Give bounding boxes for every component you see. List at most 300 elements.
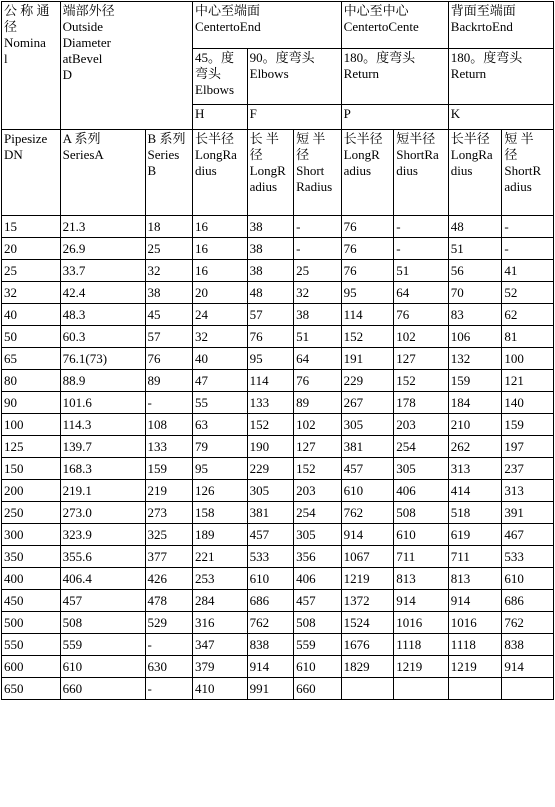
table-cell: 914 bbox=[247, 656, 294, 678]
table-cell: 284 bbox=[193, 590, 248, 612]
table-cell: 250 bbox=[2, 502, 61, 524]
table-cell: 991 bbox=[247, 678, 294, 700]
header-series-a bbox=[60, 130, 145, 216]
table-cell: 21.3 bbox=[60, 216, 145, 238]
table-cell: 32 bbox=[2, 282, 61, 304]
table-cell: 1829 bbox=[341, 656, 394, 678]
header-text-line: 长 半 bbox=[249, 131, 279, 146]
header-text-line: 45。度 bbox=[195, 50, 235, 65]
header-series-b bbox=[145, 130, 193, 216]
table-cell: 81 bbox=[502, 326, 554, 348]
table-cell: 300 bbox=[2, 524, 61, 546]
table-cell bbox=[502, 678, 554, 700]
table-row bbox=[2, 502, 554, 524]
header-text-line: ShortRa bbox=[396, 147, 439, 162]
table-cell: 159 bbox=[145, 458, 193, 480]
table-cell: 38 bbox=[294, 304, 342, 326]
table-cell: 26.9 bbox=[60, 238, 145, 260]
table-cell: 101.6 bbox=[60, 392, 145, 414]
header-text-line: LongRa bbox=[195, 147, 237, 162]
table-cell: 1118 bbox=[394, 634, 449, 656]
table-cell: 38 bbox=[247, 238, 294, 260]
table-cell: 133 bbox=[247, 392, 294, 414]
table-cell: 610 bbox=[502, 568, 554, 590]
table-cell: 813 bbox=[448, 568, 502, 590]
table-cell bbox=[448, 678, 502, 700]
table-cell: 316 bbox=[193, 612, 248, 634]
table-cell: 76 bbox=[394, 304, 449, 326]
table-cell: 381 bbox=[341, 436, 394, 458]
table-cell: 150 bbox=[2, 458, 61, 480]
table-cell: 450 bbox=[2, 590, 61, 612]
table-cell: 219.1 bbox=[60, 480, 145, 502]
table-row bbox=[2, 546, 554, 568]
table-cell: 838 bbox=[502, 634, 554, 656]
table-cell: 305 bbox=[247, 480, 294, 502]
header-short-radius-k bbox=[502, 130, 554, 216]
table-cell: 168.3 bbox=[60, 458, 145, 480]
header-45-elbow bbox=[193, 49, 248, 105]
table-cell: 102 bbox=[294, 414, 342, 436]
table-cell: 533 bbox=[247, 546, 294, 568]
table-cell: 762 bbox=[247, 612, 294, 634]
header-back-to-end bbox=[448, 2, 553, 49]
header-text-line: adius bbox=[504, 179, 532, 194]
table-cell: 508 bbox=[294, 612, 342, 634]
table-cell: 40 bbox=[2, 304, 61, 326]
table-row bbox=[2, 634, 554, 656]
header-text-line: dius bbox=[396, 163, 418, 178]
table-cell: 140 bbox=[502, 392, 554, 414]
table-cell: 550 bbox=[2, 634, 61, 656]
table-cell: 203 bbox=[394, 414, 449, 436]
header-text-line: BackrtoEnd bbox=[450, 19, 513, 34]
table-cell: 600 bbox=[2, 656, 61, 678]
header-text-line: 短半径 bbox=[396, 131, 436, 146]
header-text-line: 长半径 bbox=[343, 131, 383, 146]
table-cell: 406 bbox=[394, 480, 449, 502]
symbol-p: P bbox=[341, 105, 448, 130]
table-cell: - bbox=[502, 238, 554, 260]
header-nominal-size bbox=[2, 2, 61, 130]
table-cell: 267 bbox=[341, 392, 394, 414]
table-cell: 45 bbox=[145, 304, 193, 326]
dimension-table bbox=[1, 1, 554, 700]
table-cell: 762 bbox=[502, 612, 554, 634]
header-90-elbow bbox=[247, 49, 341, 105]
table-cell: 273 bbox=[145, 502, 193, 524]
header-text-line: 端部外径 bbox=[62, 3, 115, 18]
table-cell: 305 bbox=[394, 458, 449, 480]
table-cell: 20 bbox=[2, 238, 61, 260]
header-text-line: B 系列 bbox=[147, 131, 186, 146]
table-row bbox=[2, 282, 554, 304]
header-text-line: Elbows bbox=[195, 82, 235, 97]
header-text-line: 弯头 bbox=[195, 66, 222, 81]
table-cell: 41 bbox=[502, 260, 554, 282]
table-cell: 132 bbox=[448, 348, 502, 370]
table-cell: 64 bbox=[294, 348, 342, 370]
table-cell: 38 bbox=[145, 282, 193, 304]
table-cell: 210 bbox=[448, 414, 502, 436]
table-cell: 33.7 bbox=[60, 260, 145, 282]
table-cell: 108 bbox=[145, 414, 193, 436]
table-row bbox=[2, 326, 554, 348]
table-cell: 221 bbox=[193, 546, 248, 568]
header-text-line: SeriesA bbox=[62, 147, 104, 162]
table-cell: 62 bbox=[502, 304, 554, 326]
table-cell: 48.3 bbox=[60, 304, 145, 326]
table-cell: 55 bbox=[193, 392, 248, 414]
table-cell: 762 bbox=[341, 502, 394, 524]
table-cell: 90 bbox=[2, 392, 61, 414]
table-cell bbox=[341, 678, 394, 700]
table-cell: 184 bbox=[448, 392, 502, 414]
header-text-line: LongR bbox=[249, 163, 286, 178]
table-cell: 686 bbox=[502, 590, 554, 612]
table-cell: 379 bbox=[193, 656, 248, 678]
header-text-line: Diameter bbox=[62, 35, 111, 50]
table-cell: 838 bbox=[247, 634, 294, 656]
header-text-line: 长半径 bbox=[195, 131, 235, 146]
table-cell: - bbox=[502, 216, 554, 238]
table-cell: 51 bbox=[394, 260, 449, 282]
table-cell: 457 bbox=[247, 524, 294, 546]
table-cell: 262 bbox=[448, 436, 502, 458]
table-cell: 51 bbox=[448, 238, 502, 260]
table-cell: 47 bbox=[193, 370, 248, 392]
table-row bbox=[2, 370, 554, 392]
table-cell: 152 bbox=[394, 370, 449, 392]
symbol-h: H bbox=[193, 105, 248, 130]
table-cell: 18 bbox=[145, 216, 193, 238]
header-text-line: Series bbox=[147, 147, 180, 162]
table-cell: 500 bbox=[2, 612, 61, 634]
header-nominal-line: 公 称 通 bbox=[4, 3, 50, 18]
table-cell: 38 bbox=[247, 216, 294, 238]
table-cell: 467 bbox=[502, 524, 554, 546]
table-cell: 355.6 bbox=[60, 546, 145, 568]
header-text-line: 中心至端面 bbox=[195, 3, 261, 18]
table-cell: 76 bbox=[247, 326, 294, 348]
header-text-line: Return bbox=[343, 66, 380, 81]
table-cell: 125 bbox=[2, 436, 61, 458]
table-row bbox=[2, 568, 554, 590]
table-cell: 114 bbox=[247, 370, 294, 392]
table-row bbox=[2, 524, 554, 546]
table-cell: 57 bbox=[247, 304, 294, 326]
table-cell: 76 bbox=[294, 370, 342, 392]
table-cell: 190 bbox=[247, 436, 294, 458]
table-cell: 1372 bbox=[341, 590, 394, 612]
table-cell: 1067 bbox=[341, 546, 394, 568]
table-cell: 100 bbox=[502, 348, 554, 370]
table-cell: 197 bbox=[502, 436, 554, 458]
table-cell: 1219 bbox=[394, 656, 449, 678]
header-180-return-p bbox=[341, 49, 448, 105]
table-cell: 178 bbox=[394, 392, 449, 414]
table-cell: 313 bbox=[448, 458, 502, 480]
header-text-line: 短 半 bbox=[504, 131, 534, 146]
table-cell: 38 bbox=[247, 260, 294, 282]
table-cell: 559 bbox=[294, 634, 342, 656]
table-cell: 127 bbox=[394, 348, 449, 370]
table-cell: 152 bbox=[294, 458, 342, 480]
table-cell: 610 bbox=[341, 480, 394, 502]
table-cell: 619 bbox=[448, 524, 502, 546]
table-cell: 133 bbox=[145, 436, 193, 458]
table-cell: 325 bbox=[145, 524, 193, 546]
header-outside-diameter bbox=[60, 2, 192, 130]
table-cell: 15 bbox=[2, 216, 61, 238]
table-cell: 305 bbox=[294, 524, 342, 546]
table-cell: 60.3 bbox=[60, 326, 145, 348]
table-cell: 610 bbox=[394, 524, 449, 546]
header-text-line: 短 半 bbox=[296, 131, 326, 146]
table-cell: 50 bbox=[2, 326, 61, 348]
table-cell: 52 bbox=[502, 282, 554, 304]
header-text-line: 中心至中心 bbox=[343, 3, 409, 18]
table-cell: 457 bbox=[341, 458, 394, 480]
table-cell: 16 bbox=[193, 260, 248, 282]
table-row bbox=[2, 392, 554, 414]
header-nominal-line: l bbox=[4, 51, 8, 66]
table-cell: 610 bbox=[294, 656, 342, 678]
table-cell: 813 bbox=[394, 568, 449, 590]
table-cell: 686 bbox=[247, 590, 294, 612]
table-cell: 914 bbox=[394, 590, 449, 612]
table-cell: 400 bbox=[2, 568, 61, 590]
table-cell: 121 bbox=[502, 370, 554, 392]
table-cell: 20 bbox=[193, 282, 248, 304]
table-cell: 630 bbox=[145, 656, 193, 678]
header-text-line: ShortR bbox=[504, 163, 542, 178]
header-text-line: LongRa bbox=[450, 147, 493, 162]
table-cell: 1016 bbox=[394, 612, 449, 634]
table-cell: 273.0 bbox=[60, 502, 145, 524]
table-cell: 406.4 bbox=[60, 568, 145, 590]
table-cell: 203 bbox=[294, 480, 342, 502]
table-cell: 159 bbox=[448, 370, 502, 392]
table-cell: 25 bbox=[145, 238, 193, 260]
header-text-line: 背面至端面 bbox=[450, 3, 516, 18]
header-text-line: adius bbox=[343, 163, 372, 178]
header-text-line: atBevel bbox=[62, 51, 103, 66]
table-cell: 253 bbox=[193, 568, 248, 590]
header-nominal-line: DN bbox=[4, 147, 23, 162]
table-cell: 100 bbox=[2, 414, 61, 436]
table-cell: - bbox=[145, 634, 193, 656]
header-text-line: CentertoCente bbox=[343, 19, 419, 34]
table-row bbox=[2, 678, 554, 700]
header-text-line: D bbox=[62, 67, 73, 82]
table-cell: 478 bbox=[145, 590, 193, 612]
table-cell: 229 bbox=[341, 370, 394, 392]
table-cell: 16 bbox=[193, 238, 248, 260]
table-row bbox=[2, 260, 554, 282]
table-cell: 126 bbox=[193, 480, 248, 502]
table-cell: 95 bbox=[193, 458, 248, 480]
table-row bbox=[2, 238, 554, 260]
table-cell: 106 bbox=[448, 326, 502, 348]
table-cell: 42.4 bbox=[60, 282, 145, 304]
header-nominal-dn bbox=[2, 130, 61, 216]
symbol-k: K bbox=[448, 105, 553, 130]
table-cell: 95 bbox=[341, 282, 394, 304]
table-cell: 381 bbox=[247, 502, 294, 524]
table-cell: 508 bbox=[394, 502, 449, 524]
table-cell: 95 bbox=[247, 348, 294, 370]
header-text-line: Outside bbox=[62, 19, 104, 34]
table-cell: 914 bbox=[341, 524, 394, 546]
table-cell: 660 bbox=[294, 678, 342, 700]
table-cell: 350 bbox=[2, 546, 61, 568]
table-cell: 114.3 bbox=[60, 414, 145, 436]
table-cell: 189 bbox=[193, 524, 248, 546]
table-cell: 158 bbox=[193, 502, 248, 524]
table-cell: 457 bbox=[60, 590, 145, 612]
table-cell: 610 bbox=[247, 568, 294, 590]
header-center-to-center bbox=[341, 2, 448, 49]
header-text-line: Return bbox=[450, 66, 487, 81]
table-cell: 347 bbox=[193, 634, 248, 656]
table-cell: 237 bbox=[502, 458, 554, 480]
table-cell: 89 bbox=[145, 370, 193, 392]
table-cell: 323.9 bbox=[60, 524, 145, 546]
table-cell: 406 bbox=[294, 568, 342, 590]
table-cell: 48 bbox=[448, 216, 502, 238]
table-row bbox=[2, 414, 554, 436]
table-cell: 254 bbox=[394, 436, 449, 458]
table-cell: 16 bbox=[193, 216, 248, 238]
table-cell: 25 bbox=[294, 260, 342, 282]
table-cell: 57 bbox=[145, 326, 193, 348]
table-cell: 76 bbox=[341, 216, 394, 238]
table-cell: 152 bbox=[341, 326, 394, 348]
table-cell: 32 bbox=[294, 282, 342, 304]
header-text-line: B bbox=[147, 163, 157, 178]
table-cell: 229 bbox=[247, 458, 294, 480]
header-short-radius-f bbox=[294, 130, 342, 216]
table-cell: 70 bbox=[448, 282, 502, 304]
header-180-return-k bbox=[448, 49, 553, 105]
header-long-radius-f bbox=[247, 130, 294, 216]
table-cell bbox=[394, 678, 449, 700]
header-text-line: CentertoEnd bbox=[195, 19, 261, 34]
table-cell: 76 bbox=[341, 260, 394, 282]
header-text-line: 180。度弯头 bbox=[343, 50, 416, 65]
header-text-line: adius bbox=[249, 179, 278, 194]
table-cell: 89 bbox=[294, 392, 342, 414]
table-cell: 305 bbox=[341, 414, 394, 436]
table-cell: 64 bbox=[394, 282, 449, 304]
table-cell: 508 bbox=[60, 612, 145, 634]
table-cell: 1676 bbox=[341, 634, 394, 656]
table-row bbox=[2, 612, 554, 634]
header-long-radius-h bbox=[193, 130, 248, 216]
table-cell: 414 bbox=[448, 480, 502, 502]
table-cell: - bbox=[294, 238, 342, 260]
table-cell: 79 bbox=[193, 436, 248, 458]
header-long-radius-k bbox=[448, 130, 502, 216]
header-text-line: 径 bbox=[504, 147, 518, 162]
table-row bbox=[2, 436, 554, 458]
table-cell: 254 bbox=[294, 502, 342, 524]
table-cell: - bbox=[394, 216, 449, 238]
table-cell: 76 bbox=[341, 238, 394, 260]
header-nominal-line: Nomina bbox=[4, 35, 46, 50]
header-text-line: 长半径 bbox=[450, 131, 490, 146]
header-short-radius-p bbox=[394, 130, 449, 216]
symbol-f: F bbox=[247, 105, 341, 130]
table-cell: - bbox=[145, 392, 193, 414]
header-text-line: LongR bbox=[343, 147, 380, 162]
table-cell: 51 bbox=[294, 326, 342, 348]
table-cell: 32 bbox=[145, 260, 193, 282]
table-cell: 127 bbox=[294, 436, 342, 458]
table-cell: 410 bbox=[193, 678, 248, 700]
header-text-line: 径 bbox=[249, 147, 263, 162]
table-cell: 65 bbox=[2, 348, 61, 370]
table-cell: 219 bbox=[145, 480, 193, 502]
table-row bbox=[2, 458, 554, 480]
table-cell: 660 bbox=[60, 678, 145, 700]
table-cell: 356 bbox=[294, 546, 342, 568]
header-text-line: 180。度弯头 bbox=[450, 50, 523, 65]
table-cell: 1118 bbox=[448, 634, 502, 656]
table-cell: 610 bbox=[60, 656, 145, 678]
header-text-line: 90。度弯头 bbox=[249, 50, 315, 65]
table-cell: 32 bbox=[193, 326, 248, 348]
header-text-line: Short bbox=[296, 163, 325, 178]
header-text-line: Elbows bbox=[249, 66, 289, 81]
table-cell: 83 bbox=[448, 304, 502, 326]
table-cell: 25 bbox=[2, 260, 61, 282]
table-row bbox=[2, 480, 554, 502]
table-cell: 139.7 bbox=[60, 436, 145, 458]
table-cell: 40 bbox=[193, 348, 248, 370]
table-row bbox=[2, 216, 554, 238]
table-cell: 24 bbox=[193, 304, 248, 326]
table-cell: 711 bbox=[394, 546, 449, 568]
table-cell: 914 bbox=[502, 656, 554, 678]
table-cell: 426 bbox=[145, 568, 193, 590]
table-cell: 711 bbox=[448, 546, 502, 568]
table-cell: 1016 bbox=[448, 612, 502, 634]
table-cell: 914 bbox=[448, 590, 502, 612]
table-cell: 1219 bbox=[341, 568, 394, 590]
table-cell: 559 bbox=[60, 634, 145, 656]
table-cell: - bbox=[394, 238, 449, 260]
table-cell: 56 bbox=[448, 260, 502, 282]
header-text-line: dius bbox=[195, 163, 217, 178]
table-cell: 529 bbox=[145, 612, 193, 634]
header-text-line: Radius bbox=[296, 179, 333, 194]
header-nominal-line: 径 bbox=[4, 19, 18, 34]
table-cell: - bbox=[145, 678, 193, 700]
table-cell: 191 bbox=[341, 348, 394, 370]
table-cell: 88.9 bbox=[60, 370, 145, 392]
table-cell: 533 bbox=[502, 546, 554, 568]
header-long-radius-p bbox=[341, 130, 394, 216]
table-cell: 391 bbox=[502, 502, 554, 524]
table-cell: 377 bbox=[145, 546, 193, 568]
table-row bbox=[2, 590, 554, 612]
table-cell: 63 bbox=[193, 414, 248, 436]
table-cell: 313 bbox=[502, 480, 554, 502]
table-cell: 457 bbox=[294, 590, 342, 612]
table-cell: 80 bbox=[2, 370, 61, 392]
